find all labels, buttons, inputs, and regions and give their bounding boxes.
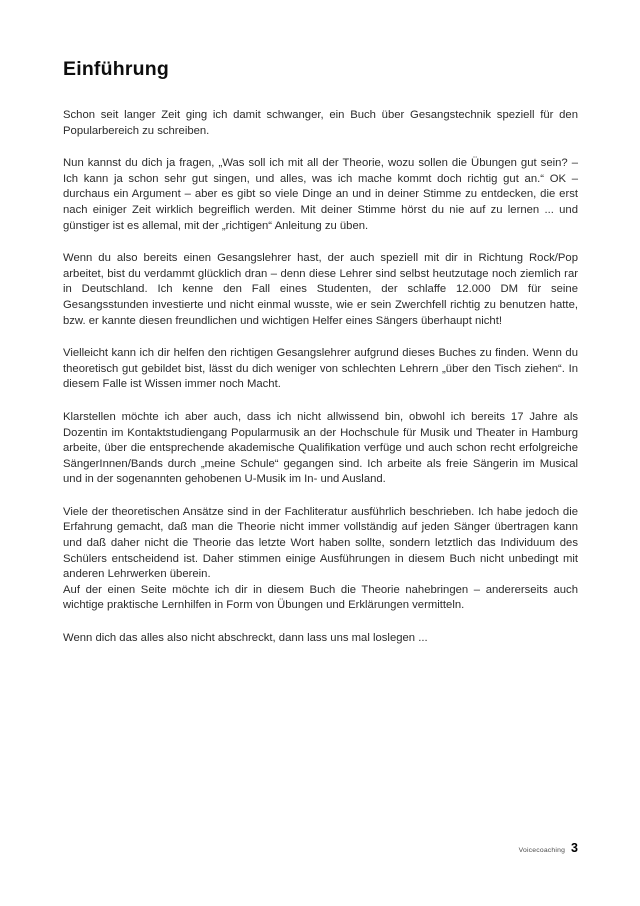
paragraph-book-goal: Auf der einen Seite möchte ich dir in diesem Buch die Theorie nahebringen – andererseits auch wichtige praktische Lernhilfen in Form von Übungen und Erklärungen vermitteln. bbox=[63, 583, 578, 612]
page-number: 3 bbox=[571, 841, 578, 855]
paragraph-author-background: Klarstellen möchte ich aber auch, dass ich nicht allwissend bin, obwohl ich bereits 17 Jahre als Dozentin im Kontaktstudiengang Popularmusik an der Hochschule für Musik und Theater in Hamburg arbeite, über die entsprechende akademische Qualifikation verfüge und auch schon recht erfolgreiche SängerInnen/Bands durch „meine Schule“ gegangen sind. Ich arbeite als freie Sängerin im Musical und in der sogenannten gehobenen U-Musik im In- und Ausland. bbox=[63, 410, 578, 486]
paragraph-theory-question: Nun kannst du dich ja fragen, „Was soll ich mit all der Theorie, wozu sollen die Übungen gut sein? – Ich kann ja schon sehr gut singen, und alles, was ich mache kommt doch richtig gut an.“ OK – durchaus ein Argument – aber es gibt so viele Dinge an und in deiner Stimme zu entdecken, die erst nach einiger Zeit wirklich begreiflich werden. Mit deiner Stimme hörst du nie auf zu lernen ... und günstiger ist es allemal, mit der „richtigen“ Anleitung zu üben. bbox=[63, 157, 578, 232]
paragraph-singing-teacher: Wenn du also bereits einen Gesangslehrer hast, der auch speziell mit dir in Richtung Rock/Pop arbeitet, bist du verdammt glücklich dran – denn diese Lehrer sind selbst heutzutage noch ziemlich rar in Deutschland. Ich kenne den Fall eines Studenten, der schlaffe 12.000 DM für seine Gesangsstunden investierte und nicht einmal wusste, wie er sein Zwerchfell richtig zu benutzen hatte, bzw. er kannte diesen freundlichen und wichtigen Helfer eines Sängers überhaupt nicht! bbox=[63, 252, 578, 327]
paragraph-closing: Wenn dich das alles also nicht abschreckt, dann lass uns mal loslegen ... bbox=[63, 632, 428, 645]
page-footer bbox=[519, 841, 578, 855]
running-title: Voicecoaching bbox=[518, 847, 566, 854]
page-title: Einführung bbox=[63, 58, 169, 80]
paragraph-theory-literature: Viele der theoretischen Ansätze sind in der Fachliteratur ausführlich beschrieben. Ich habe jedoch die Erfahrung gemacht, daß man die Theorie nicht immer vollständig auf jeden Sänger übertragen kann und daß daher nicht die Theorie das letzte Wort haben sollte, sondern letztlich das Individuum des Schülers entscheidend ist. Daher stimmen einige Ausführungen in diesem Buch nicht unbedingt mit anderen Lehrwerken überein. bbox=[63, 505, 578, 581]
body-text bbox=[63, 108, 578, 647]
paragraph-intro: Schon seit langer Zeit ging ich damit schwanger, ein Buch über Gesangstechnik speziell für den Popularbereich zu schreiben. bbox=[63, 109, 578, 137]
paragraph-find-teacher: Vielleicht kann ich dir helfen den richtigen Gesangslehrer aufgrund dieses Buches zu finden. Wenn du theoretisch gut gebildet bist, lässt du dich weniger von schlechten Lehrern „über den Tisch ziehen“. In diesem Falle ist Wissen immer noch Macht. bbox=[63, 347, 578, 391]
